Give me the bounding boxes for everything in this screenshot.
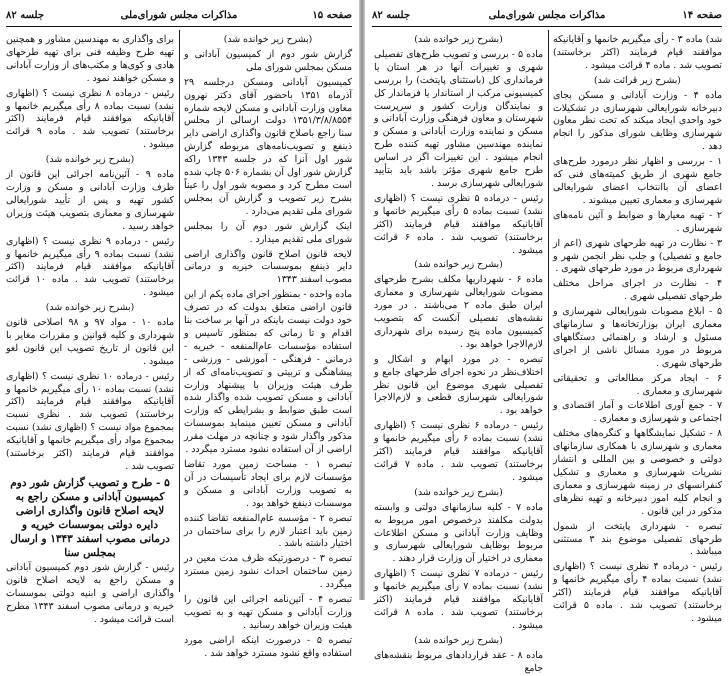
reading-note: (بشرح زیر خوانده شد) — [45, 302, 135, 314]
paragraph: رئیس - درماده ۹ نظری نیست ؟ (اظهاری نشد) نسبت بماده ۹ رأی میگیریم خانمها و آقایانیکه موافقند قیام فرمایند (اکثر برخاستند) تصویب شد . ماده ۱۰ قرائت میشود . — [6, 235, 174, 299]
right-page-session: جلسه ۸۲ — [372, 10, 411, 21]
reading-note: (بشرح زیر خوانده شد) — [223, 34, 313, 45]
right-page-column-rule — [548, 30, 549, 592]
left-page-session: جلسه ۸۲ — [6, 10, 45, 21]
paragraph: ماده واحده - بمنظور اجرای ماده یکم از این قانون اراضی متعلق بدولت که در تصرف خود دولت نیست باینکه در آنها بر ساخت بنا اقدام و تا زمانی که بمنظور تاسیس و استفاده مؤسسات عام‌المنفعه - خیریه - درمانی - فرهنگی - آموزشی - ورزشی - پیشاهنگی و تربیتی و تصویب‌نامه‌ای که از طرف هیئت وزیران با پیشنهاد وزارت آبادانی و مسکن تصویب شده واگذار شده است طبق ضوابط و بشرایطی که وزارت آبادانی و مسکن تعیین مینماید بموسسات مذکور واگذار شود و چنانچه در مهلت مقرر اراضی از آن استفاده نشود مسترد میگردد . — [184, 289, 352, 456]
paragraph: تبصره - شهرداری پایتخت از شمول طرحهای تفصیلی موضوع بند ۳ مستثنی میباشد . — [553, 520, 722, 558]
paragraph: ماده ۷ - کلیه سازمانهای دولتی و وابسته بدولت مکلفند درخصوص امور مربوط به وظایف وزارت آبادانی و مسکن اطلاعات مربوط بوظایف شورایعالی شهرسازی و معماری در اختیار آن وزارت قرار دهند . — [374, 501, 544, 565]
paragraph: ۵ - ابلاغ مصوبات شورایعالی شهرسازی و معماری ایران بوزارتخانه‌ها و سازمانهای مسئول و ارشاد و راهنمائی دستگاههای مربوط در مورد مسائل ناشی از اجرای طرحهای شهری . — [553, 306, 722, 369]
paragraph: تبصره ۴ - آئین‌نامه اجرائی این قانون را وزارت آبادانی و مسکن تهیه و به تصویب هیئت وزیران خواهد رسانید . — [184, 594, 352, 631]
right-page-title: مذاکرات مجلس شورای‌ملی — [488, 10, 606, 21]
paragraph: ۴ - نظارت در اجرای مراحل مختلف طرحهای تفصیلی شهری . — [553, 278, 722, 303]
paragraph: برای واگذاری به مهندسین مشاور و همچنین تهیه طرح وظیفه فنی برای تهیه طرحهای هادی و کوی‌ها و مکتب‌های از وزارت آبادانی و مسکن خواهند نمود . — [6, 34, 174, 84]
left-page-right-column — [184, 34, 352, 659]
reading-note: (بشرح زیر خوانده شد) — [45, 154, 135, 166]
left-page-left-column — [6, 34, 175, 625]
left-page-column-rule — [179, 30, 180, 592]
paragraph: ماده ۶ - شهرداریها مکلف بشرح طرحهای مصوبات شورایعالی شهرسازی و معماری ایران طبق ماده ۲ می‌باشند . در مورد نقشه‌های تفصیلی آنکست که بتصویب کمیسیون ماده پنج رسیده برای شهرداری لازم‌الاجرا خواهد بود . — [374, 274, 543, 350]
paragraph: ماده ۸ - عقد قراردادهای مربوط بنقشه‌های جامع — [374, 649, 544, 674]
agenda-heading: ۵ - طرح و تصویب گزارش شور دوم کمیسیون آبادانی و مسکن راجع به لایحه اصلاح قانون واگذاری اراضی دایره دولتی بموسسات خیریه و درمانی مصوب اسفند ۱۳۴۳ و ارسال بمجلس سنا — [10, 476, 170, 559]
paragraph: ماده ۴ - وزارت آبادانی و مسکن بجای دبیرخانه شورایعالی شهرسازی در تشکیلات خود واحدی ایجاد میکند که تحت نظر معاون شهرسازی وظایف شورای مذکور را انجام دهد . — [553, 89, 722, 153]
reading-note: (بشرح زیر خوانده شد) — [414, 486, 503, 498]
right-page-number: صفحه ۱۴ — [682, 10, 722, 21]
paragraph: لایحه قانون اصلاح قانون واگذاری اراضی دایر ذینفع بموسسات خیریه و درمانی مصوب اسفند ۱۳۴۳ — [184, 248, 352, 286]
paragraph: تبصره ۳ - درصورتیکه ظرف مدت معین در زمین ساختمان احداث نشود زمین مسترد میگردد . — [184, 553, 352, 591]
paragraph: گزارش شور دوم از کمیسیون آبادانی و مسکن بمجلس شورای ملی — [184, 48, 352, 73]
paragraph: رئیس - درماده ۱۰ نظری نیست ؟ (اظهاری نشد) نسبت بماده ۱۰ رأی میگیریم خانمها و آقایانیکه موافقند قیام فرمایند (اکثر برخاستند) تصویب شد . نظری نسبت بمجموع مواد نیست ؟ (اظهاری نشد) نسبت بمجموع مواد رأی میگیریم خانمها و آقایانیکه موافقند قیام فرمایند (اکثر برخاستند) تصویب شد . — [6, 370, 175, 472]
paragraph: کمیسیون آبادانی ومسکن درجلسه ۲۹ آذرماه ۱۳۵۱ باحضور آقای دکتر نهرون معاون وزارت آبادانی و مسکن لایحه شماره ۱۳۵۱/۳/۸/۸۵۵۴ دولت ارسالی از مجلس سنا راجع باصلاح قانون واگذاری اراضی دایر ذینفع و تصویب‌نامه‌های مربوطه گزارش شور اول آنرا که در جلسه ۱۳۴۳ راکه گزارش شور اول آن بشماره ۵۰۶ چاپ شده است مطرح کرد و مصوبه شور اول را عیناً بشرح زیر تصویب و گزارش آن بمجلس شورای ملی تقدیم می‌دارد . — [184, 76, 352, 217]
paragraph: ۱ - بررسی و اظهار نظر درمورد طرح‌های جامع شهری از طریق کمیته‌های فنی که اعضای آن باانتخاب اعضای شورایعالی شهرسازی و معماری تعیین میشوند . — [553, 156, 722, 206]
book-spine — [359, 0, 365, 600]
paragraph: تبصره ۲ - مؤسسه عام‌المنفعه تقاضا کننده زمین باید اعتبار لازم را برای ساختمان در اختیار داشته باشد . — [184, 512, 352, 550]
reading-note: (بشرح زیر خوانده شد) — [414, 34, 503, 45]
paragraph: تبصره ۱ - مساحت زمین مورد تقاضا مؤسسات لازم برای ایجاد تأسیسات در آن به تصویب وزارت آبادانی و مسکن و موسسات ذینفع خواهد بود . — [184, 459, 352, 509]
reading-note: (بشرح زیر خوانده شد) — [414, 259, 503, 271]
right-page — [366, 0, 728, 674]
right-page-header — [372, 4, 722, 27]
reading-note: (بشرح زیر خوانده شد) — [414, 634, 503, 646]
paragraph: ماده ۹ - آئین‌نامه اجرائی این قانون از طرف وزارت آبادانی و مسکن و وزارت کشور تهیه و پس از تأیید شورایعالی شهرسازی و معماری بتصویب هیئت وزیران خواهد رسید . — [6, 169, 174, 232]
left-page-title: مذاکرات مجلس شورای‌ملی — [120, 10, 238, 21]
paragraph: رئیس - درماده ۸ نظری نیست ؟ (اظهاری نشد) نسبت بماده ۸ رأی میگیریم خانمها و آقایانیکه موافقند قیام فرمایند (اکثر برخاستند) تصویب شد . ماده ۹ قرائت میشود . — [6, 87, 174, 151]
paragraph: تبصره - در مورد ابهام و اشکال و اختلاف‌نظر در نحوه اجرای طرحهای جامع و تفصیلی شهری موضوع این قانون نظر شورایعالی شهرسازی قطعی و لازم‌الاجرا خواهد بود . — [374, 353, 543, 417]
paragraph: ۲ - تهیه معیارها و ضوابط و آئین نامه‌های شهرسازی . — [553, 209, 722, 234]
paragraph: رئیس - درماده ۴ نظری نیست ؟ (اظهاری نشد) نسبت بماده ۴ رأی میگیریم خانمها و آقایانیکه موافقند قیام فرمایند (اکثر برخاستند) تصویب شد . ماده ۵ قرائت میشود . — [553, 561, 722, 624]
paragraph: ماده ۵ - بررسی و تصویب طرح‌های تفصیلی شهری و تغییرات آنها در هر استان یا فرمانداری کل (باستثنای پایتخت) را بررسی کمیسیونی مرکب از استاندار یا فرماندار کل و نمایندگان وزارت کشور و سرپرست شهرستان و معاون فرهنگی وزارت آبادانی و مسکن و نماینده وزارت آبادانی و مسکن و نماینده مهندسین مشاور تهیه کننده طرح انجام میشود . این تغییرات اگر در اساس طرح جامع شهری مؤثر باشد باید بتأیید شورایعالی شهرسازی برسد . — [374, 48, 543, 189]
left-page — [0, 0, 358, 659]
right-page-right-column — [553, 34, 722, 624]
paragraph: رئیس - درماده ۷ نظری نیست ؟ (اظهاری نشد) نسبت بماده ۷ رأی میگیریم خانمها و آقایانیکه موافقند قیام فرمایند (اکثر برخاستند) تصویب شد . ماده ۸ قرائت میشود . — [374, 568, 543, 631]
left-page-header — [6, 4, 352, 27]
reading-note: (بشرح زیر قرائت شد) — [594, 74, 681, 86]
paragraph: ۶ - ایجاد مرکز مطالعاتی و تحقیقاتی شهرسازی و معماری . — [553, 372, 722, 397]
paragraph: تبصره ۵ - درصورت اینکه اراضی مورد استفاده واقع نشود مسترد خواهد شد . — [184, 634, 352, 659]
paragraph: شد) ماده ۳ - رأی میگیریم خانمها و آقایانیکه موافقند قیام فرمایند (اکثر برخاستند) تصویب شد . ماده ۴ قرائت میشود . — [553, 34, 722, 71]
paragraph: رئیس - گزارش شور دوم کمیسیون آبادانی و مسکن راجع به لایحه اصلاح قانون واگذاری اراضی و ابنیه دولتی بموسسات خیریه و درمانی مصوب اسفند ۱۳۴۳ مطرح است قرائت میشود . — [6, 561, 174, 625]
right-page-left-column — [374, 34, 544, 674]
paragraph: ۸ - تشکیل نمایشگاهها و کنگره‌های مختلف معماری و شهرسازی با همکاری سازمانهای دولتی و خصوصی و بین المللی و انتشار نشریات شهرسازی و معماری و تشکیل کنفرانسهای در زمینه شهرسازی و معماری و انجام کلیه امور دبیرخانه و تهیه نظرهای مذکور در این قانون . — [553, 428, 722, 517]
paragraph: اینک گزارش شور دوم آن را بمجلس شورای ملی تقدیم میدارد . — [184, 220, 352, 245]
paragraph: رئیس - درماده ۶ نظری نیست ؟ (اظهاری نشد) نسبت بماده ۶ رأی میگیریم خانمها و آقایانیکه موافقند قیام فرمایند (اکثر برخاستند) تصویب شد . ماده ۷ قرائت میشود . — [374, 420, 543, 483]
paragraph: ۷ - جمع آوری اطلاعات و آمار اقتصادی و اجتماعی و شهرسازی و معماری . — [553, 400, 722, 425]
paragraph: ۳ - نظارت در تهیه طرحهای شهری (اعم از جامع و تفصیلی) و جلب نظر انجمن شهر و شهرداری مربوط در مورد طرحهای شهری . — [553, 237, 722, 275]
paragraph: ماده ۱۰ - مواد ۹۷ و ۹۸ اصلاحی قانون شهرداری و کلیه قوانین و مقررات مغایر با این قانون از تاریخ تصویب این قانون لغو میشود . — [6, 317, 174, 367]
paragraph: رئیس - درماده ۵ نظری نیست ؟ (اظهاری نشد) نسبت بماده ۵ رأی میگیریم خانمها و آقایانیکه موافقند قیام فرمایند (اکثر برخاستند) تصویب شد . ماده ۶ قرائت میشود . — [374, 192, 543, 256]
left-page-number: صفحه ۱۵ — [312, 10, 352, 21]
